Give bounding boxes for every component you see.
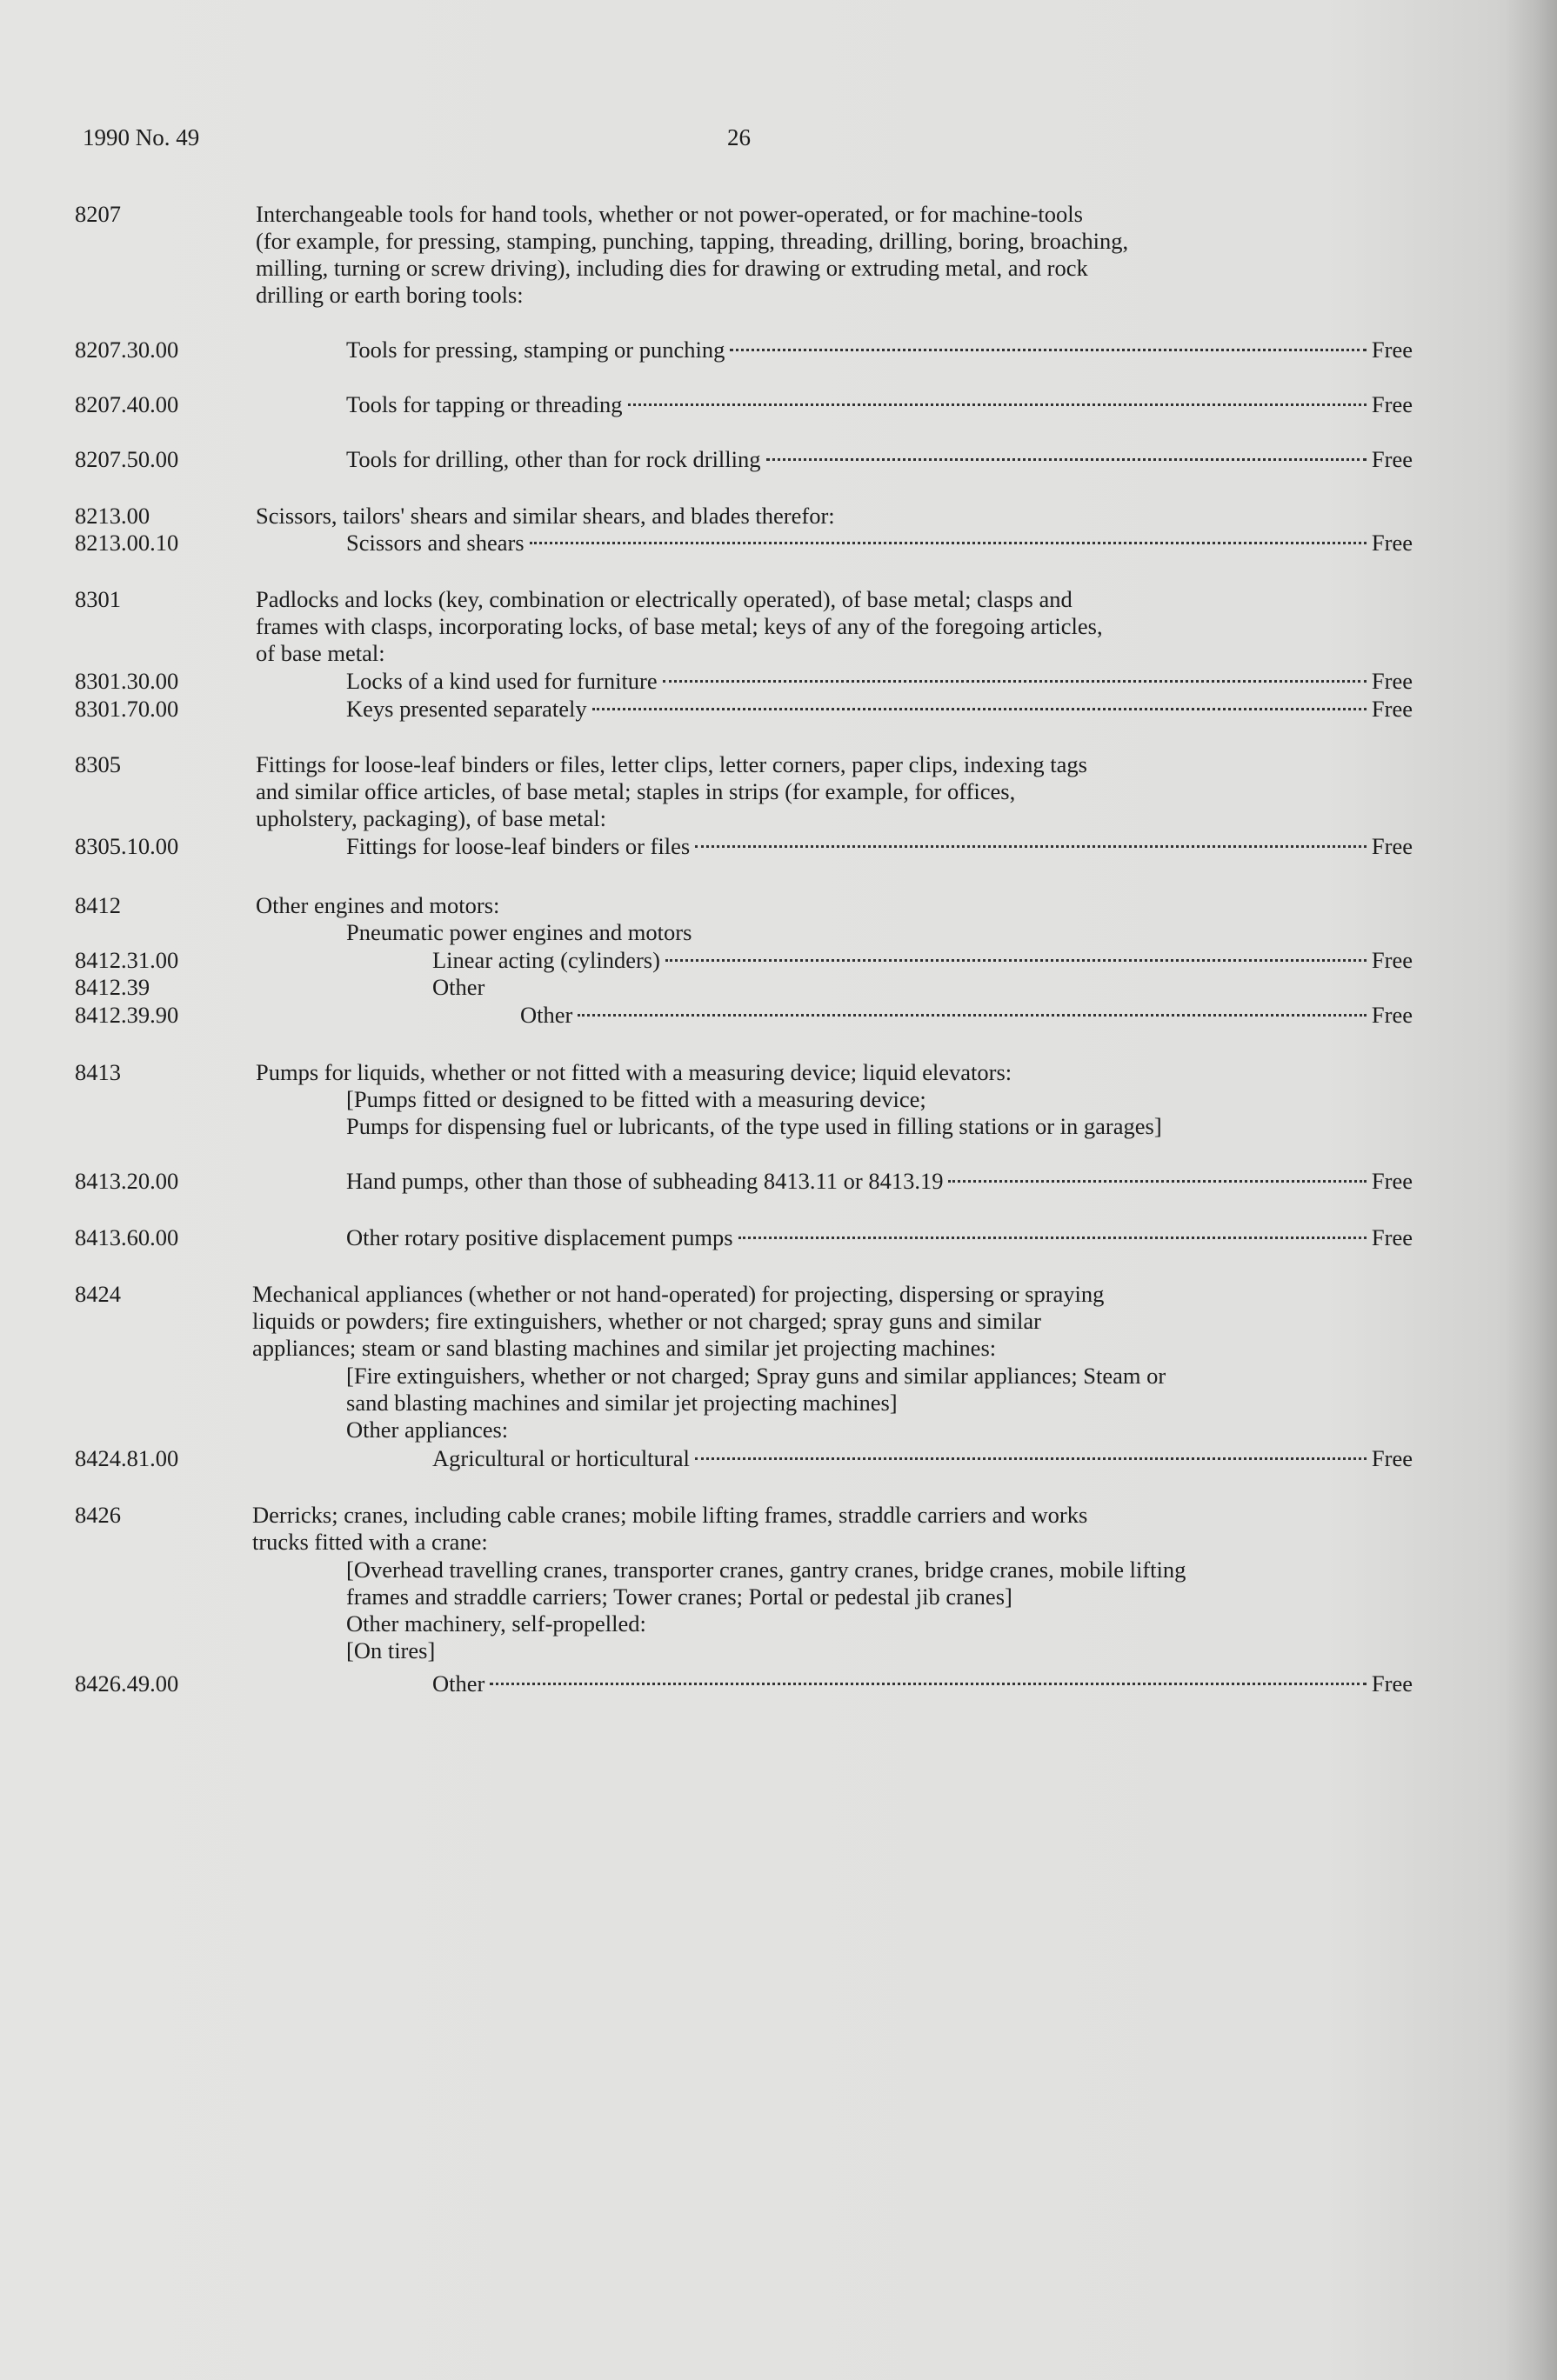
tariff-description: Other: [520, 1002, 573, 1028]
tariff-rate: Free: [1371, 530, 1413, 556]
tariff-code: 8424.81.00: [75, 1445, 179, 1471]
dot-leader: [628, 403, 1367, 406]
subheading-line: [Fire extinguishers, whether or not charged; Spray guns and similar appliances; Steam or: [346, 1363, 1166, 1389]
heading-description-line: Fittings for loose-leaf binders or files, letter clips, letter corners, paper clips, indexing tags: [256, 751, 1087, 777]
tariff-rate: Free: [1371, 696, 1413, 722]
subheading-line: Pumps for dispensing fuel or lubricants, of the type used in filling stations or in garages]: [346, 1113, 1162, 1139]
dot-leader: [738, 1237, 1367, 1239]
subheading-line: [Pumps fitted or designed to be fitted with a measuring device;: [346, 1086, 926, 1112]
tariff-description: Keys presented separately: [346, 696, 587, 722]
tariff-row: [520, 1002, 1413, 1029]
tariff-code: 8305.10.00: [75, 833, 179, 859]
dot-leader: [530, 542, 1367, 544]
heading-description-line: Mechanical appliances (whether or not hand-operated) for projecting, dispersing or spraying: [252, 1281, 1105, 1307]
heading-description-line: (for example, for pressing, stamping, punching, tapping, threading, drilling, boring, broaching,: [256, 228, 1129, 254]
tariff-description: Agricultural or horticultural: [432, 1445, 690, 1471]
page-edge-shadow: [1505, 0, 1557, 2380]
tariff-description: Linear acting (cylinders): [432, 947, 660, 973]
tariff-code: 8412.31.00: [75, 947, 179, 973]
tariff-row: [346, 530, 1413, 557]
tariff-description: Tools for tapping or threading: [346, 391, 623, 417]
tariff-rate: Free: [1371, 1224, 1413, 1250]
tariff-rate: Free: [1371, 1002, 1413, 1028]
tariff-code: 8207.30.00: [75, 337, 179, 363]
tariff-code: 8413.60.00: [75, 1224, 179, 1250]
heading-description-line: frames with clasps, incorporating locks, of base metal; keys of any of the foregoing articles,: [256, 613, 1103, 639]
subheading-line: Pneumatic power engines and motors: [346, 919, 692, 945]
tariff-row: [346, 391, 1413, 418]
dot-leader: [766, 458, 1367, 461]
dot-leader: [592, 708, 1367, 710]
tariff-code: 8412.39.90: [75, 1002, 179, 1028]
tariff-rate: Free: [1371, 833, 1413, 859]
tariff-code: 8301.30.00: [75, 668, 179, 694]
heading-description-line: appliances; steam or sand blasting machines and similar jet projecting machines:: [252, 1335, 997, 1361]
tariff-rate: Free: [1371, 668, 1413, 694]
subheading-line: sand blasting machines and similar jet projecting machines]: [346, 1390, 898, 1416]
tariff-rate: Free: [1371, 1445, 1413, 1471]
heading-description-line: upholstery, packaging), of base metal:: [256, 805, 607, 831]
tariff-description: Scissors and shears: [346, 530, 525, 556]
heading-description-line: Interchangeable tools for hand tools, whether or not power-operated, or for machine-tools: [256, 201, 1083, 227]
dot-leader: [730, 349, 1367, 351]
tariff-code: 8426.49.00: [75, 1670, 179, 1697]
tariff-rate: Free: [1371, 1168, 1413, 1194]
dot-leader: [490, 1683, 1367, 1685]
dot-leader: [663, 680, 1367, 683]
tariff-rate: Free: [1371, 337, 1413, 363]
subheading-line: [On tires]: [346, 1637, 436, 1663]
heading-code: 8426: [75, 1502, 121, 1528]
heading-code: 8413: [75, 1059, 121, 1085]
subheading-line: Other machinery, self-propelled:: [346, 1610, 646, 1637]
dot-leader: [665, 959, 1367, 962]
tariff-code: 8301.70.00: [75, 696, 179, 722]
tariff-rate: Free: [1371, 446, 1413, 472]
tariff-row: [346, 1168, 1413, 1195]
page-number: 26: [727, 124, 751, 150]
heading-code: 8213.00: [75, 503, 150, 529]
tariff-rate: Free: [1371, 391, 1413, 417]
tariff-description: Tools for pressing, stamping or punching: [346, 337, 725, 363]
dot-leader: [578, 1014, 1367, 1017]
heading-description-line: of base metal:: [256, 640, 385, 666]
dot-leader: [695, 845, 1367, 848]
tariff-row: [432, 1670, 1413, 1697]
tariff-description: Tools for drilling, other than for rock drilling: [346, 446, 761, 472]
heading-description-line: Scissors, tailors' shears and similar shears, and blades therefor:: [256, 503, 835, 529]
tariff-code: 8207.40.00: [75, 391, 179, 417]
heading-code: 8305: [75, 751, 121, 777]
tariff-row: [432, 1445, 1413, 1472]
subheading-line: Other: [432, 974, 485, 1000]
tariff-description: Locks of a kind used for furniture: [346, 668, 658, 694]
tariff-code: 8207.50.00: [75, 446, 179, 472]
dot-leader: [695, 1457, 1367, 1460]
header-reference: 1990 No. 49: [83, 124, 200, 150]
tariff-rate: Free: [1371, 947, 1413, 973]
tariff-row: [346, 1224, 1413, 1251]
heading-description-line: Other engines and motors:: [256, 892, 500, 918]
subheading-line: Other appliances:: [346, 1417, 509, 1443]
subheading-line: [Overhead travelling cranes, transporter cranes, gantry cranes, bridge cranes, mobile lifting: [346, 1557, 1186, 1583]
heading-description-line: and similar office articles, of base metal; staples in strips (for example, for offices,: [256, 778, 1016, 804]
heading-code: 8412: [75, 892, 121, 918]
heading-code: 8207: [75, 201, 121, 227]
tariff-row: [432, 947, 1413, 974]
subheading-line: frames and straddle carriers; Tower cranes; Portal or pedestal jib cranes]: [346, 1583, 1012, 1610]
dot-leader: [948, 1180, 1366, 1183]
heading-description-line: trucks fitted with a crane:: [252, 1529, 488, 1555]
tariff-row: [346, 696, 1413, 723]
heading-description-line: Pumps for liquids, whether or not fitted with a measuring device; liquid elevators:: [256, 1059, 1012, 1085]
tariff-description: Fittings for loose-leaf binders or files: [346, 833, 691, 859]
tariff-rate: Free: [1371, 1670, 1413, 1697]
heading-code: 8424: [75, 1281, 121, 1307]
tariff-code: 8412.39: [75, 974, 150, 1000]
tariff-row: [346, 337, 1413, 363]
tariff-row: [346, 833, 1413, 860]
tariff-description: Other rotary positive displacement pumps: [346, 1224, 733, 1250]
tariff-code: 8213.00.10: [75, 530, 179, 556]
heading-description-line: drilling or earth boring tools:: [256, 282, 524, 308]
heading-description-line: Padlocks and locks (key, combination or electrically operated), of base metal; clasps and: [256, 586, 1073, 612]
heading-code: 8301: [75, 586, 121, 612]
tariff-code: 8413.20.00: [75, 1168, 179, 1194]
tariff-description: Hand pumps, other than those of subheading 8413.11 or 8413.19: [346, 1168, 944, 1194]
tariff-row: [346, 668, 1413, 695]
heading-description-line: milling, turning or screw driving), including dies for drawing or extruding metal, and rock: [256, 255, 1088, 281]
heading-description-line: liquids or powders; fire extinguishers, whether or not charged; spray guns and similar: [252, 1308, 1041, 1334]
tariff-row: [346, 446, 1413, 473]
tariff-description: Other: [432, 1670, 485, 1697]
heading-description-line: Derricks; cranes, including cable cranes; mobile lifting frames, straddle carriers and works: [252, 1502, 1088, 1528]
